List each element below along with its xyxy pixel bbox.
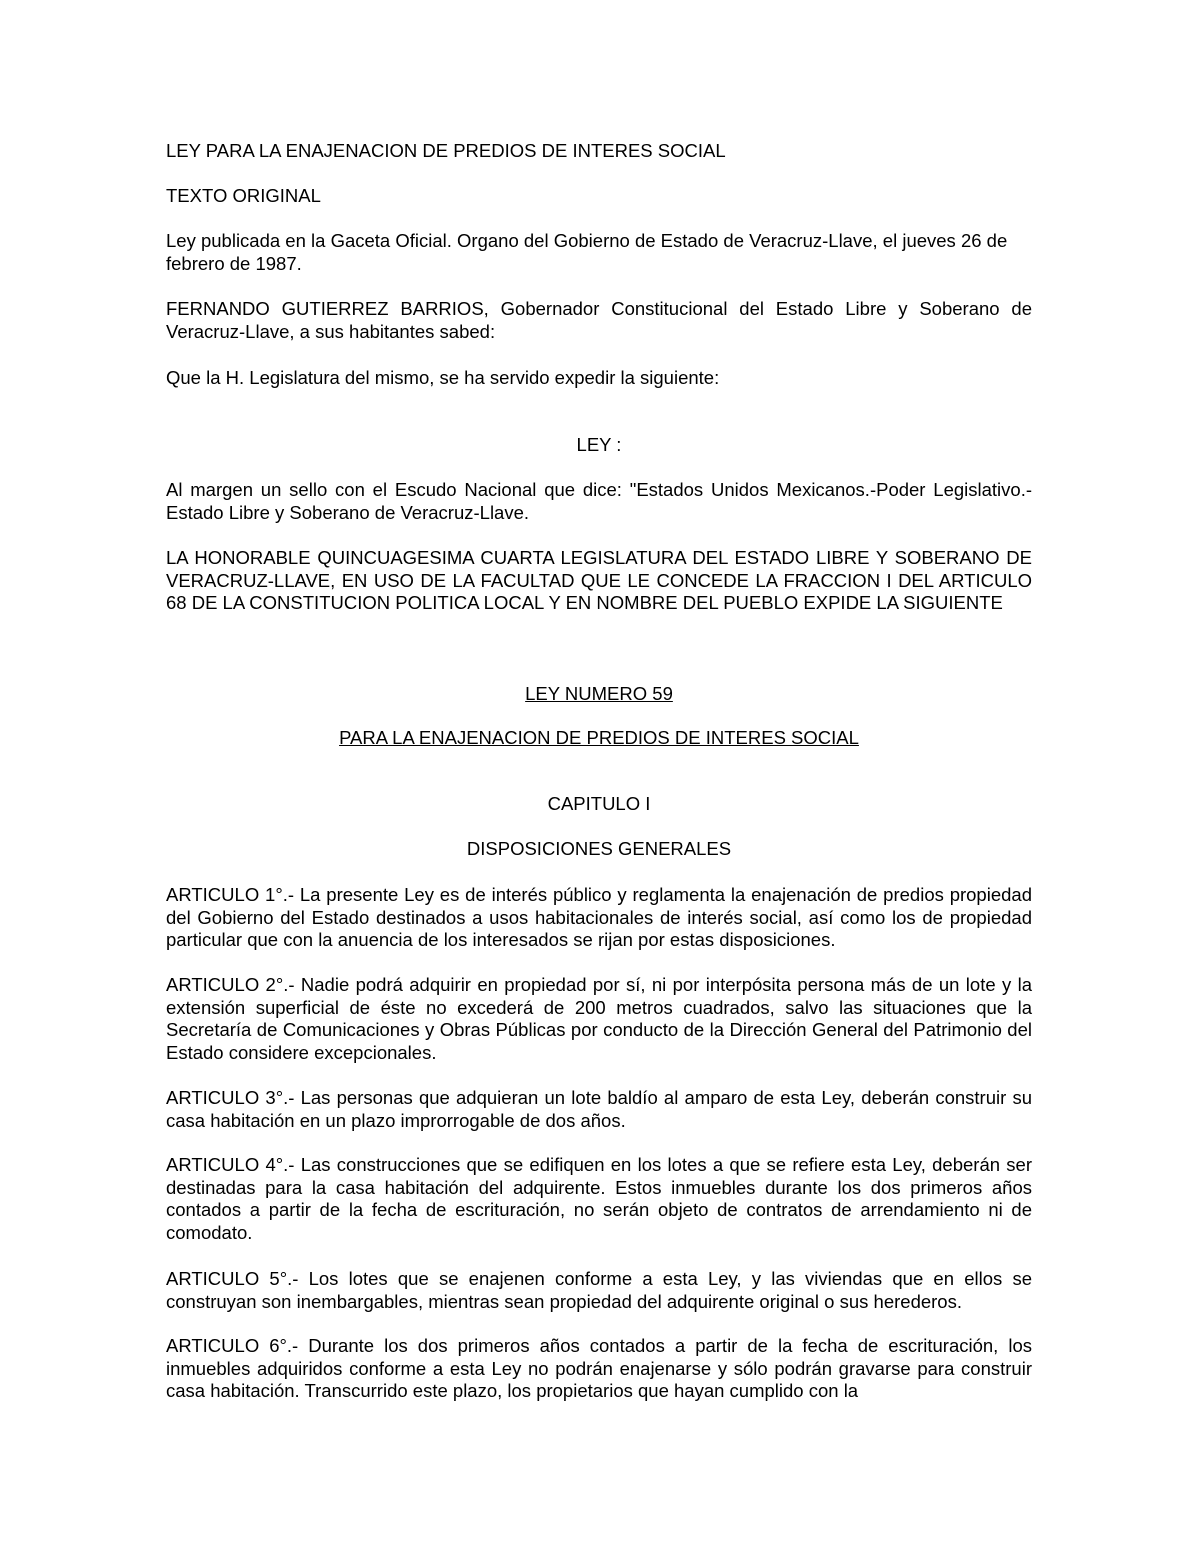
article-2: ARTICULO 2°.- Nadie podrá adquirir en propiedad por sí, ni por interpósita persona más de un lote y la extensión superficial de éste no excederá de 200 metros cuadrados, salvo las situaciones que la Secretaría de Comunicaciones y Obras Públicas por conducto de la Dirección General del Patrimonio del Estado considere excepcionales. bbox=[166, 974, 1032, 1063]
law-title-text: PARA LA ENAJENACION DE PREDIOS DE INTERES SOCIAL bbox=[339, 727, 859, 748]
article-5: ARTICULO 5°.- Los lotes que se enajenen conforme a esta Ley, y las viviendas que en ellos se construyan son inembargables, mientras sean propiedad del adquirente original o sus herederos. bbox=[166, 1268, 1032, 1312]
chapter-heading: CAPITULO I bbox=[547, 793, 651, 814]
chapter-title: DISPOSICIONES GENERALES bbox=[466, 838, 732, 859]
publication-note: Ley publicada en la Gaceta Oficial. Organo del Gobierno de Estado de Veracruz-Llave, el jueves 26 de febrero de 1987. bbox=[166, 230, 1008, 274]
law-number-text: LEY NUMERO 59 bbox=[525, 683, 673, 704]
article-1: ARTICULO 1°.- La presente Ley es de interés público y reglamenta la enajenación de predios propiedad del Gobierno del Estado destinados a usos habitacionales de interés social, así como los de propiedad particular que con la anuencia de los interesados se rijan por estas disposiciones. bbox=[166, 884, 1032, 951]
preamble-paragraph: LA HONORABLE QUINCUAGESIMA CUARTA LEGISLATURA DEL ESTADO LIBRE Y SOBERANO DE VERACRUZ-LLAVE, EN USO DE LA FACULTAD QUE LE CONCEDE LA FRACCION I DEL ARTICULO 68 DE LA CONSTITUCION POLITICA LOCAL Y EN NOMBRE DEL PUEBLO EXPIDE LA SIGUIENTE bbox=[166, 547, 1032, 614]
article-6: ARTICULO 6°.- Durante los dos primeros años contados a partir de la fecha de escrituración, los inmuebles adquiridos conforme a esta Ley no podrán enajenarse y sólo podrán gravarse para construir casa habitación. Transcurrido este plazo, los propietarios que hayan cumplido con la bbox=[166, 1335, 1032, 1402]
document-title: LEY PARA LA ENAJENACION DE PREDIOS DE INTERES SOCIAL bbox=[166, 140, 726, 161]
document-subtitle: TEXTO ORIGINAL bbox=[166, 185, 321, 206]
ley-heading: LEY : bbox=[576, 434, 622, 455]
article-3: ARTICULO 3°.- Las personas que adquieran un lote baldío al amparo de esta Ley, deberán construir su casa habitación en un plazo improrrogable de dos años. bbox=[166, 1087, 1032, 1131]
governor-paragraph: FERNANDO GUTIERREZ BARRIOS, Gobernador Constitucional del Estado Libre y Soberano de Veracruz-Llave, a sus habitantes sabed: bbox=[166, 298, 1032, 342]
legislature-paragraph: Que la H. Legislatura del mismo, se ha servido expedir la siguiente: bbox=[166, 367, 720, 388]
law-number bbox=[166, 683, 1032, 706]
margin-seal-paragraph: Al margen un sello con el Escudo Nacional que dice: "Estados Unidos Mexicanos.-Poder Legislativo.-Estado Libre y Soberano de Veracruz-Llave. bbox=[166, 479, 1032, 523]
law-title bbox=[166, 727, 1032, 750]
article-4: ARTICULO 4°.- Las construcciones que se edifiquen en los lotes a que se refiere esta Ley, deberán ser destinadas para la casa habitación del adquirente. Estos inmuebles durante los dos primeros años contados a partir de la fecha de escrituración, no serán objeto de contratos de arrendamiento ni de comodato. bbox=[166, 1154, 1032, 1243]
